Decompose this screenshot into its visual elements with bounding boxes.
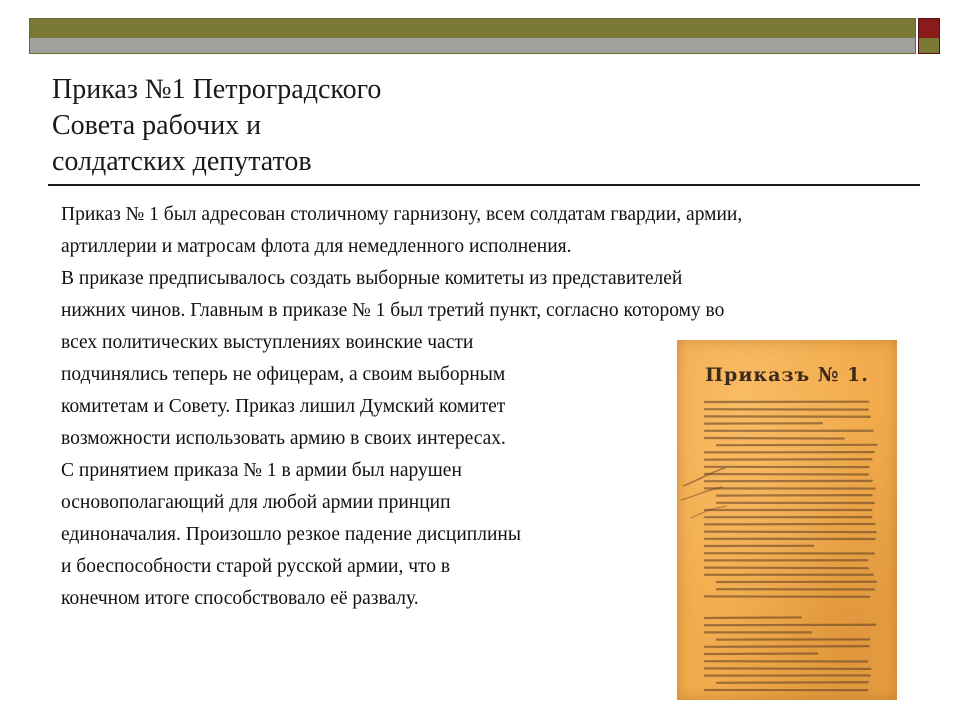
document-text-line [705,668,870,669]
document-text-line [705,438,844,439]
slide-title-line: Совета рабочих и [52,110,262,141]
document-text-line [705,617,801,618]
slide-title-line: солдатских депутатов [52,146,312,177]
body-line: и боеспособности старой русской армии, что в [61,556,451,577]
body-line: В приказе предписывалось создать выборные комитеты из представителей [61,268,683,289]
body-line: возможности использовать армию в своих интересах. [61,428,506,449]
body-line: нижних чинов. Главным в приказе № 1 был третий пункт, согласно которому во [61,300,725,321]
body-line: С принятием приказа № 1 в армии был нарушен [61,460,462,481]
body-line: артиллерии и матросам флота для немедленного исполнения. [61,236,572,257]
slide-title [52,72,812,180]
title-underline [48,184,920,186]
document-heading: Приказъ № 1. [705,364,869,386]
header-accent-frame [918,18,940,54]
body-line: конечном итоге способствовало её развалу. [61,588,419,609]
document-text-line [705,646,869,647]
body-line: комитетам и Совету. Приказ лишил Думский комитет [61,396,506,417]
header-bar-frame [29,18,916,54]
body-line: подчинялись теперь не офицерам, а своим выборным [61,364,506,385]
body-line: Приказ № 1 был адресован столичному гарнизону, всем солдатам гвардии, армии, [61,204,743,225]
slide-title-line: Приказ №1 Петроградского [52,74,382,105]
body-line: единоначалия. Произошло резкое падение дисциплины [61,524,521,545]
document-text-line [705,474,868,475]
document-text-line [705,568,868,569]
document-text-line [717,682,868,683]
document-text-scribbles [677,340,897,700]
document-text-line [705,532,876,533]
historical-document-image [677,340,897,700]
body-line: всех политических выступлениях воинские части [61,332,474,353]
body-line: основополагающий для любой армии принцип [61,492,451,513]
